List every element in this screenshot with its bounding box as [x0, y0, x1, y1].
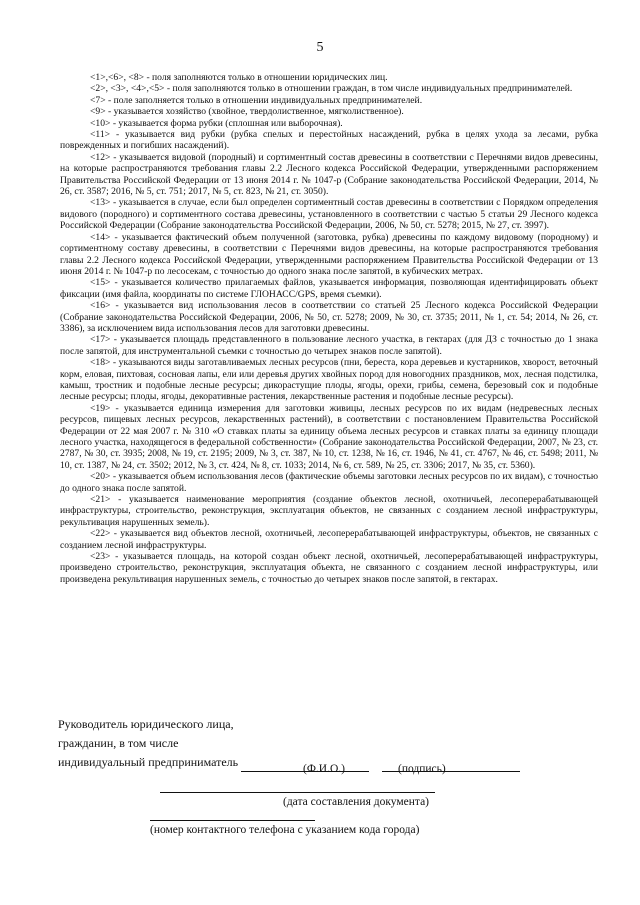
- date-caption: (дата составления документа): [283, 796, 430, 808]
- footnote-item: <15> - указывается количество прилагаемых файлов, указывается информация, позволяющая идентифицировать объект фиксации (имя файла, координаты по системе ГЛОНАСС/GPS, время съемки).: [60, 277, 598, 300]
- signatory-line-1: Руководитель юридического лица,: [58, 717, 234, 731]
- footnote-item: <10> - указывается форма рубки (сплошная или выборочная).: [90, 117, 343, 129]
- footnote-item: <12> - указывается видовой (породный) и сортиментный состав древесины в соответствии с Перечнями видов древесины, на которые распространяются требования главы 2.2 Лесного кодекса Российской Федерации, утвержденными распоряжением Правительства Российской Федерации от 13 июня 2014 г. № 1047-р (Собрание законодательства Российской Федерации, 2014, № 26, ст. 3587; 2016, № 5, ст. 751; 2017, № 5, ст. 823, № 21, ст. 3050).: [60, 151, 598, 198]
- footnote-item: <1>,<6>, <8> - поля заполняются только в отношении юридических лиц.: [90, 72, 388, 83]
- phone-blank[interactable]: [150, 820, 315, 821]
- signatory-role-label: индивидуальный предприниматель: [58, 755, 239, 769]
- footnote-item: <21> - указывается наименование мероприятия (создание объектов лесной, охотничьей, лесоперерабатывающей инфраструктуры, строительство, реконструкция, эксплуатация объектов, не связанных с созданием лесной инфраструктуры, рекультивация нарушенных земель).: [60, 494, 598, 528]
- signatory-line-2: гражданин, в том числе: [58, 736, 179, 750]
- signature-caption: (подпись): [398, 763, 446, 775]
- phone-caption: (номер контактного телефона с указанием кода города): [150, 824, 420, 836]
- fio-caption: (Ф.И.О.): [303, 763, 345, 775]
- footnote-item: <19> - указывается единица измерения для заготовки живицы, лесных ресурсов по их видам (недревесных лесных ресурсов, пищевых лесных ресурсов, лекарственных растений), в соответствии с постановлением Правительства Российской Федерации от 22 мая 2007 г. № 310 «О ставках платы за единицу объема лесных ресурсов и ставках платы за единицу площади лесного участка, находящегося в федеральной собственности» (Собрание законодательства Российской Федерации, 2007, № 23, ст. 2787, № 30, ст. 3935; 2008, № 19, ст. 2195; 2009, № 3, ст. 387, № 10, ст. 1238, № 16, ст. 1946, № 41, ст. 4767, № 46, ст. 5498; 2011, № 10, ст. 1387, № 24, ст. 3502; 2012, № 3, ст. 424, № 8, ст. 1033; 2014, № 6, ст. 589, № 25, ст. 3306; 2017, № 35, ст. 5360).: [60, 402, 598, 471]
- footnote-item: <13> - указывается в случае, если был определен сортиментный состав древесины в соответствии с Порядком определения видового (породного) и сортиментного состава древесины, установленного в соответствии с частью 5 статьи 29 Лесного кодекса Российской Федерации (Собрание законодательства Российской Федерации, 2006, № 50, ст. 5278; 2015, № 27, ст. 3997).: [60, 197, 598, 232]
- footnote-item: <9> - указывается хозяйство (хвойное, твердолиственное, мягколиственное).: [90, 106, 404, 118]
- footnote-item: <14> - указывается фактический объем полученной (заготовка, рубка) древесины по каждому видовому (породному) и сортиментному составу древесины, в соответствии с Перечнями видов древесины, на которые распространяются требования главы 2.2 Лесного кодекса Российской Федерации, утвержденными распоряжением Правительства Российской Федерации от 13 июня 2014 г. № 1047-р по лесосекам, с точностью до одного знака после запятой, в кубических метрах.: [60, 231, 598, 277]
- footnote-item: <23> - указывается площадь, на которой создан объект лесной, охотничьей, лесоперерабатывающей инфраструктуры, произведено строительство, реконструкция, эксплуатация объекта, не связанного с созданием лесной инфраструктуры, или произведена рекультивация нарушенных земель, с точностью до четырех знаков после запятой, в гектарах.: [60, 551, 598, 585]
- footnote-item: <11> - указывается вид рубки (рубка спелых и перестойных насаждений, рубка в целях ухода за лесами, рубка поврежденных и погибших насаждений).: [60, 129, 598, 152]
- footnote-item: <17> - указывается площадь представленного в пользование лесного участка, в гектарах (для ДЗ с точностью до 1 знака после запятой, для инструментальной съемки с точностью до четырех знаков после запятой).: [60, 334, 598, 357]
- footnotes-list: [60, 72, 598, 585]
- footnote-item: <2>, <3>, <4>,<5> - поля заполняются только в отношении граждан, в том числе индивидуальных предпринимателей.: [90, 83, 573, 95]
- page-number: 5: [316, 40, 324, 55]
- footnote-item: <22> - указывается вид объектов лесной, охотничьей, лесоперерабатывающей инфраструктуры, объектов, не связанных с созданием лесной инфраструктуры.: [60, 528, 598, 551]
- footnote-item: <18> - указываются виды заготавливаемых лесных ресурсов (пни, береста, кора деревьев и кустарников, хворост, веточный корм, еловая, пихтовая, сосновая лапы, ели или деревья других хвойных пород для новогодних праздников, мох, лесная подстилка, камыш, тростник и подобные лесные ресурсы; дикорастущие плоды, ягоды, орехи, грибы, семена, березовый сок и подобные лесные ресурсы; плоды, ягоды, декоративные растения, лекарственные растения и подобные лесные ресурсы).: [60, 357, 598, 403]
- footnote-item: <20> - указывается объем использования лесов (фактические объемы заготовки лесных ресурсов по их видам), с точностью до одного знака после запятой.: [60, 471, 598, 494]
- date-blank[interactable]: [160, 792, 435, 793]
- footnote-item: <16> - указывается вид использования лесов в соответствии со статьей 25 Лесного кодекса Российской Федерации (Собрание законодательства Российской Федерации, 2006, № 50, ст. 5278; 2009, № 30, ст. 3735; 2011, № 1, ст. 54; 2014, № 26, ст. 3386), за исключением вида использования лесов для заготовки древесины.: [60, 300, 598, 334]
- footnote-item: <7> - поле заполняется только в отношении индивидуальных предпринимателей.: [90, 94, 423, 106]
